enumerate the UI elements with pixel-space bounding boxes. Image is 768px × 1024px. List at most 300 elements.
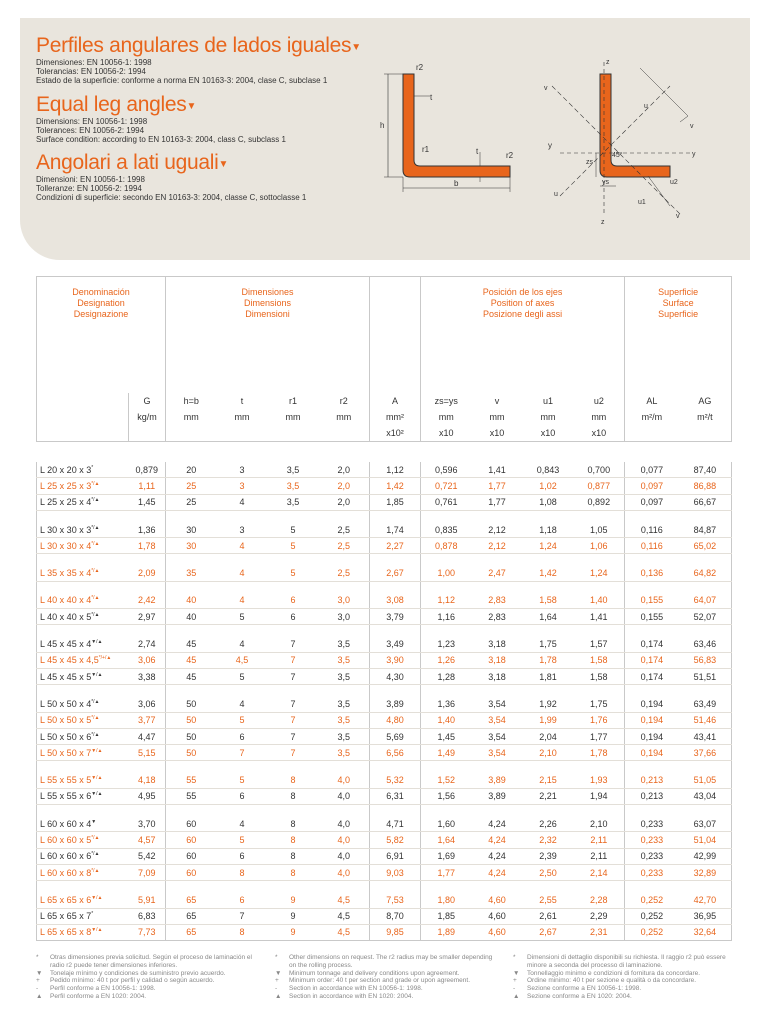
value-cell: 3,06 — [129, 652, 166, 668]
value-cell: 3,08 — [370, 593, 421, 609]
designation-cell — [37, 848, 129, 864]
value-cell: 2,97 — [129, 609, 166, 625]
header-cell — [268, 425, 319, 442]
designation-cell — [37, 668, 129, 684]
designation-cell — [37, 832, 129, 848]
value-cell: 0,194 — [625, 745, 679, 761]
header-cell: A — [370, 393, 421, 409]
value-cell: 64,07 — [679, 593, 732, 609]
designation-text: L 30 x 30 x 3 — [40, 524, 92, 535]
units-row — [37, 409, 732, 425]
value-cell: 0,097 — [625, 494, 679, 510]
notes-it — [513, 954, 738, 1001]
angle-profile-diagram — [370, 56, 530, 196]
value-cell: 45 — [166, 668, 217, 684]
value-cell: 63,46 — [679, 636, 732, 652]
label-v-top: v — [544, 85, 548, 92]
footnote-text: Pedido mínimo: 40 t por perfil y calidad o según acuerdo. — [50, 977, 215, 985]
designation-text: L 65 x 65 x 8 — [40, 927, 92, 938]
header-cell: m²/m — [625, 409, 679, 425]
footnote-marker: * — [275, 954, 278, 961]
value-cell: 0,194 — [625, 728, 679, 744]
header-cell: G — [143, 396, 151, 406]
designation-cell — [37, 522, 129, 538]
note-marker: */▲ — [91, 497, 100, 504]
label-u-top: u — [644, 103, 648, 110]
value-cell: 1,89 — [421, 924, 472, 940]
designation-cell — [37, 593, 129, 609]
value-cell: 1,78 — [574, 745, 625, 761]
value-cell: 1,69 — [421, 848, 472, 864]
value-cell: 65 — [166, 892, 217, 908]
value-cell: 4,60 — [472, 892, 523, 908]
notes-es — [36, 954, 261, 1001]
value-cell: 63,49 — [679, 696, 732, 712]
value-cell: 37,66 — [679, 745, 732, 761]
value-cell: 1,28 — [421, 668, 472, 684]
designation-text: L 50 x 50 x 5 — [40, 715, 92, 726]
value-cell: 2,50 — [523, 864, 574, 880]
value-cell: 3,54 — [472, 696, 523, 712]
value-cell: 4 — [217, 593, 268, 609]
label-t-bottom: t — [476, 147, 479, 156]
value-cell: 3,54 — [472, 745, 523, 761]
note-marker: * — [91, 911, 94, 918]
table-row — [37, 908, 732, 924]
header-cell: x10² — [370, 425, 421, 442]
designation-cell — [37, 494, 129, 510]
spec-line: Tolleranze: EN 10056-2: 1994 — [36, 184, 142, 193]
value-cell: 6 — [217, 728, 268, 744]
value-cell: 32,89 — [679, 864, 732, 880]
value-cell: 0,700 — [574, 462, 625, 478]
label-zs: zs — [586, 159, 593, 166]
label-r2-bottom: r2 — [506, 151, 514, 160]
value-cell: 0,878 — [421, 538, 472, 554]
footnote — [36, 993, 261, 1001]
header-cell: AG — [679, 393, 732, 409]
value-cell: 4,24 — [472, 848, 523, 864]
value-cell: 4,0 — [319, 772, 370, 788]
label-u2: u2 — [670, 179, 678, 186]
designation-text: L 40 x 40 x 4 — [40, 595, 92, 606]
value-cell: 3,5 — [319, 728, 370, 744]
spec-line: Dimensions: EN 10056-1: 1998 — [36, 117, 148, 126]
value-cell: 4,0 — [319, 832, 370, 848]
value-cell: 6,56 — [370, 745, 421, 761]
value-cell: 7 — [268, 745, 319, 761]
designation-cell — [37, 745, 129, 761]
note-marker: */▲ — [91, 867, 100, 874]
value-cell: 1,06 — [574, 538, 625, 554]
value-cell: 6 — [217, 788, 268, 804]
value-cell: 1,08 — [523, 494, 574, 510]
value-cell: 8 — [217, 864, 268, 880]
value-cell: 5,15 — [129, 745, 166, 761]
value-cell: 4,47 — [129, 728, 166, 744]
value-cell: 3,5 — [319, 712, 370, 728]
value-cell: 1,02 — [523, 478, 574, 494]
designation-cell — [37, 924, 129, 940]
value-cell: 1,64 — [523, 609, 574, 625]
value-cell: 9 — [268, 924, 319, 940]
value-cell: 25 — [166, 494, 217, 510]
value-cell: 3,5 — [319, 745, 370, 761]
value-cell: 3,38 — [129, 668, 166, 684]
table-row — [37, 712, 732, 728]
label-ys: ys — [602, 179, 609, 186]
footnote-marker: * — [36, 954, 39, 961]
value-cell: 30 — [166, 522, 217, 538]
value-cell: 1,36 — [129, 522, 166, 538]
designation-cell — [37, 538, 129, 554]
value-cell: 4 — [217, 538, 268, 554]
value-cell: 42,99 — [679, 848, 732, 864]
value-cell: 1,77 — [472, 478, 523, 494]
value-cell: 3,70 — [129, 816, 166, 832]
header-cell: mm — [166, 409, 217, 425]
footnote — [36, 977, 261, 985]
designation-text: L 65 x 65 x 6 — [40, 894, 92, 905]
value-cell: 1,75 — [523, 636, 574, 652]
value-cell: 42,70 — [679, 892, 732, 908]
label-r2-top: r2 — [416, 63, 424, 72]
value-cell: 55 — [166, 788, 217, 804]
value-cell: 0,136 — [625, 565, 679, 581]
footnote-text: Sezione conforme a EN 10056-1: 1998. — [527, 985, 642, 993]
title-en — [36, 93, 376, 144]
spacer-row — [37, 625, 732, 637]
table-row — [37, 924, 732, 940]
value-cell: 32,64 — [679, 924, 732, 940]
value-cell: 2,27 — [370, 538, 421, 554]
group-header-row — [37, 277, 732, 394]
value-cell: 1,52 — [421, 772, 472, 788]
spacer-row — [37, 761, 732, 773]
header-cell: r2 — [339, 396, 348, 406]
table-row — [37, 892, 732, 908]
title-en-text: Equal leg angles — [36, 93, 187, 116]
designation-cell — [37, 652, 129, 668]
note-marker: */▲ — [91, 480, 100, 487]
header-cell: mm — [540, 412, 556, 422]
value-cell: 4,30 — [370, 668, 421, 684]
value-cell: 1,18 — [523, 522, 574, 538]
value-cell: 3,89 — [370, 696, 421, 712]
value-cell: 84,87 — [679, 522, 732, 538]
note-marker: */▲ — [91, 851, 100, 858]
value-cell: 4,24 — [472, 816, 523, 832]
footnote-text: Dimensioni di dettaglio disponibili su richiesta. Il raggio r2 può essere minore a seconda del processo di laminazione. — [527, 954, 726, 969]
header-cell: AL — [625, 393, 679, 409]
value-cell: 1,80 — [421, 892, 472, 908]
header-cell — [166, 425, 217, 442]
value-cell: 3,5 — [268, 494, 319, 510]
header-cell — [319, 425, 370, 442]
value-cell: 3,0 — [319, 609, 370, 625]
value-cell: 6,31 — [370, 788, 421, 804]
value-cell: 0,213 — [625, 788, 679, 804]
value-cell: 1,92 — [523, 696, 574, 712]
note-marker: ▼/▲ — [91, 791, 103, 798]
designation-cell — [37, 816, 129, 832]
footnote-text: Sezione conforme a EN 1020: 2004. — [527, 992, 632, 1000]
header-cell: x10 — [489, 428, 505, 438]
value-cell: 1,24 — [574, 565, 625, 581]
footnote-text: Tonelaje mínimo y condiciones de suministro previo acuerdo. — [50, 969, 226, 977]
title-marker-icon: ▼ — [351, 42, 361, 53]
value-cell: 1,26 — [421, 652, 472, 668]
value-cell: 7 — [268, 696, 319, 712]
value-cell: 7,73 — [129, 924, 166, 940]
footnote-text: Minimum tonnage and delivery conditions upon agreement. — [289, 969, 460, 977]
value-cell: 1,42 — [523, 565, 574, 581]
value-cell: 5,91 — [129, 892, 166, 908]
value-cell: 50 — [166, 745, 217, 761]
value-cell: 3,89 — [472, 772, 523, 788]
value-cell: 4,71 — [370, 816, 421, 832]
value-cell: 9,03 — [370, 864, 421, 880]
header-cell — [217, 425, 268, 442]
value-cell: 4 — [217, 565, 268, 581]
value-cell: 1,77 — [421, 864, 472, 880]
value-cell: 6 — [217, 892, 268, 908]
value-cell: 4,95 — [129, 788, 166, 804]
designation-cell — [37, 772, 129, 788]
label-z-top: z — [606, 59, 610, 66]
group-header-axes: Posición de los ejes Position of axes Posizione degli assi — [421, 277, 625, 394]
header-cell: m²/t — [679, 409, 732, 425]
table-row — [37, 848, 732, 864]
value-cell: 7 — [268, 652, 319, 668]
value-cell: 1,75 — [574, 696, 625, 712]
value-cell: 1,94 — [574, 788, 625, 804]
header-cell: x10 — [421, 425, 472, 442]
footnote-marker: ▲ — [36, 992, 43, 1000]
value-cell: 1,05 — [574, 522, 625, 538]
designation-cell — [37, 892, 129, 908]
value-cell: 86,88 — [679, 478, 732, 494]
value-cell: 7 — [268, 712, 319, 728]
footnote-marker: - — [36, 985, 39, 993]
footnote — [275, 985, 500, 993]
value-cell: 8 — [268, 816, 319, 832]
footnote-text: Ordine minimo: 40 t per sezione e qualità o da concordare. — [527, 977, 697, 985]
value-cell: 3 — [217, 478, 268, 494]
value-cell: 1,99 — [523, 712, 574, 728]
value-cell: 5 — [268, 522, 319, 538]
value-cell: 1,56 — [421, 788, 472, 804]
value-cell: 0,596 — [421, 462, 472, 478]
value-cell: 7,09 — [129, 864, 166, 880]
label-y-right: y — [692, 151, 696, 158]
value-cell: 2,67 — [523, 924, 574, 940]
footnote — [36, 954, 261, 970]
header-cell: h=b — [166, 393, 217, 409]
label-angle: 45° — [612, 152, 623, 159]
group-header-surface: Superficie Surface Superficie — [625, 277, 732, 394]
value-cell: 2,0 — [319, 462, 370, 478]
value-cell: 3,5 — [319, 652, 370, 668]
value-cell: 0,194 — [625, 696, 679, 712]
table-row — [37, 745, 732, 761]
value-cell: 6 — [268, 593, 319, 609]
value-cell: 2,61 — [523, 908, 574, 924]
label-b: b — [454, 179, 459, 188]
footnote-marker: ▲ — [275, 992, 282, 1000]
value-cell: 0,174 — [625, 636, 679, 652]
value-cell: 1,45 — [129, 494, 166, 510]
value-cell: 8 — [268, 848, 319, 864]
value-cell: 3,5 — [319, 696, 370, 712]
value-cell: 3,90 — [370, 652, 421, 668]
value-cell: 4,18 — [129, 772, 166, 788]
value-cell: 1,45 — [421, 728, 472, 744]
footnote-text: Perfil conforme a EN 1020: 2004. — [50, 992, 147, 1000]
value-cell: 45 — [166, 652, 217, 668]
spacer-row — [37, 581, 732, 593]
note-marker: ▼/▲ — [91, 639, 103, 646]
value-cell: 1,58 — [574, 652, 625, 668]
value-cell: 1,57 — [574, 636, 625, 652]
label-h: h — [380, 121, 385, 130]
designation-cell — [37, 636, 129, 652]
value-cell: 0,835 — [421, 522, 472, 538]
value-cell: 2,10 — [523, 745, 574, 761]
value-cell: 3,06 — [129, 696, 166, 712]
table-row — [37, 636, 732, 652]
value-cell: 35 — [166, 565, 217, 581]
value-cell: 2,47 — [472, 565, 523, 581]
footnote-marker: ▼ — [513, 969, 520, 977]
header-cell: u1 — [543, 396, 554, 406]
header-cell: x10 — [540, 428, 556, 438]
designation-text: L 50 x 50 x 7 — [40, 747, 92, 758]
value-cell: 3,5 — [319, 636, 370, 652]
footnote — [513, 977, 738, 985]
footnote — [275, 977, 500, 985]
value-cell: 5 — [217, 772, 268, 788]
value-cell: 4,60 — [472, 924, 523, 940]
note-marker: * — [91, 464, 94, 471]
designation-text: L 65 x 65 x 7 — [40, 911, 92, 922]
value-cell: 6 — [268, 609, 319, 625]
title-it — [36, 151, 376, 202]
value-cell: 7 — [217, 745, 268, 761]
designation-text: L 25 x 25 x 4 — [40, 497, 92, 508]
designation-text: L 60 x 60 x 8 — [40, 867, 92, 878]
note-marker: ▼/▲ — [91, 927, 103, 934]
value-cell: 25 — [166, 478, 217, 494]
value-cell: 2,10 — [574, 816, 625, 832]
label-u1: u1 — [638, 199, 646, 206]
footnote-text: Minimum order: 40 t per section and grade or upon agreement. — [289, 977, 471, 985]
label-r1: r1 — [422, 145, 430, 154]
value-cell: 4 — [217, 816, 268, 832]
footnote-marker: + — [36, 977, 40, 985]
table-row — [37, 593, 732, 609]
spec-line: Tolerances: EN 10056-2: 1994 — [36, 126, 145, 135]
value-cell: 2,12 — [472, 522, 523, 538]
value-cell: 50 — [166, 712, 217, 728]
footnote-marker: + — [513, 977, 517, 985]
value-cell: 1,49 — [421, 745, 472, 761]
empty-cell — [37, 425, 129, 442]
designation-text: L 55 x 55 x 5 — [40, 775, 92, 786]
value-cell: 51,51 — [679, 668, 732, 684]
value-cell: 2,11 — [574, 848, 625, 864]
value-cell: 60 — [166, 832, 217, 848]
value-cell: 7 — [217, 908, 268, 924]
value-cell: 2,26 — [523, 816, 574, 832]
header-cell: v — [494, 396, 500, 406]
footnote — [275, 954, 500, 970]
value-cell: 43,04 — [679, 788, 732, 804]
title-it-text: Angolari a lati uguali — [36, 151, 219, 174]
value-cell: 0,877 — [574, 478, 625, 494]
value-cell: 2,04 — [523, 728, 574, 744]
table-row — [37, 565, 732, 581]
footnote — [275, 993, 500, 1001]
value-cell: 8 — [268, 788, 319, 804]
header-cell: mm² — [370, 409, 421, 425]
value-cell: 2,67 — [370, 565, 421, 581]
designation-text: L 30 x 30 x 4 — [40, 540, 92, 551]
note-marker: */▲ — [91, 524, 100, 531]
value-cell: 64,82 — [679, 565, 732, 581]
designation-cell — [37, 478, 129, 494]
value-cell: 1,00 — [421, 565, 472, 581]
value-cell: 5,69 — [370, 728, 421, 744]
value-cell: 87,40 — [679, 462, 732, 478]
value-cell: 1,36 — [421, 696, 472, 712]
value-cell: 8 — [268, 864, 319, 880]
value-cell: 56,83 — [679, 652, 732, 668]
value-cell: 0,174 — [625, 668, 679, 684]
value-cell: 0,761 — [421, 494, 472, 510]
value-cell: 2,0 — [319, 494, 370, 510]
value-cell: 2,0 — [319, 478, 370, 494]
spec-line: Surface condition: according to EN 10163-3: 2004, class C, subclass 1 — [36, 135, 286, 144]
header-cell — [625, 425, 679, 442]
designation-cell — [37, 462, 129, 478]
spec-line: Condizioni di superficie: secondo EN 10163-3: 2004, classe C, sottoclasse 1 — [36, 193, 307, 202]
header-cell: r1 — [289, 396, 298, 406]
value-cell: 1,11 — [129, 478, 166, 494]
value-cell: 8 — [217, 924, 268, 940]
designation-text: L 50 x 50 x 4 — [40, 698, 92, 709]
value-cell: 63,07 — [679, 816, 732, 832]
designation-cell — [37, 908, 129, 924]
value-cell: 0,252 — [625, 892, 679, 908]
note-marker: */▲ — [91, 611, 100, 618]
value-cell: 6,83 — [129, 908, 166, 924]
u-axis-line — [560, 86, 670, 196]
footnote — [36, 985, 261, 993]
note-marker: */▲ — [91, 698, 100, 705]
designation-cell — [37, 712, 129, 728]
designation-text: L 55 x 55 x 6 — [40, 791, 92, 802]
table-row — [37, 788, 732, 804]
footnote-marker: ▲ — [513, 992, 520, 1000]
value-cell: 5 — [217, 832, 268, 848]
header-cell: mm — [234, 412, 250, 422]
value-cell: 8 — [268, 832, 319, 848]
value-cell: 3,18 — [472, 652, 523, 668]
footnote-text: Other dimensions on request. The r2 radius may be smaller depending on the rolling process. — [289, 954, 493, 969]
table-row — [37, 538, 732, 554]
spacer-row — [37, 685, 732, 697]
